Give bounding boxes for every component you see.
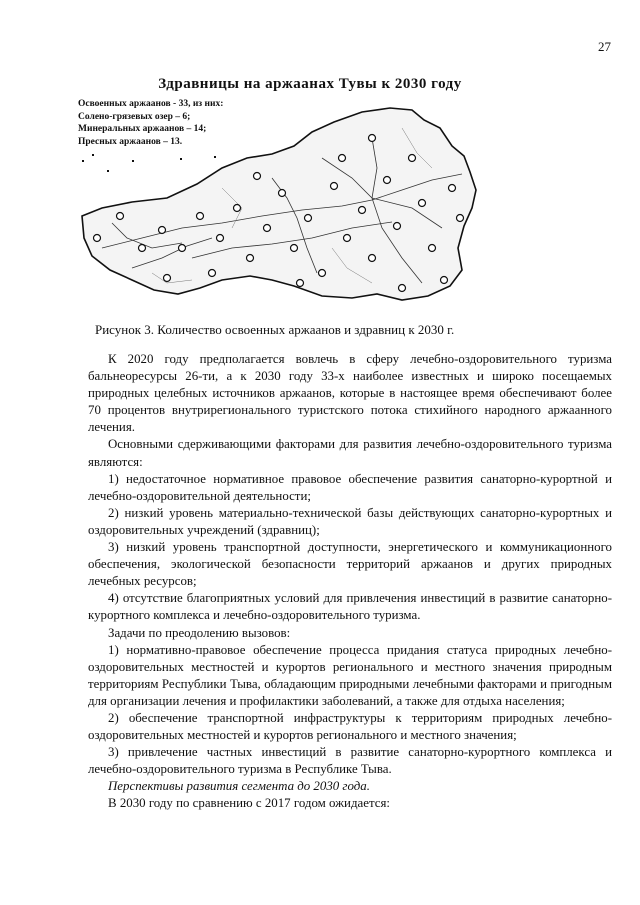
resort-marker [139, 245, 146, 252]
paragraph: 3) привлечение частных инвестиций в развитие санаторно-курортного комплекса и лечебно-оздоровительного туризма в Республике Тыва. [88, 745, 612, 777]
paragraph: Задачи по преодолению вызовов: [108, 625, 291, 640]
resort-marker [305, 215, 312, 222]
resort-marker [297, 280, 304, 287]
paragraph: Основными сдерживающими факторами для развития лечебно-оздоровительного туризма являются: [88, 437, 612, 469]
paragraph: 1) недостаточное нормативное правовое обеспечение развития санаторно-курортной и лечебно-оздоровительной деятельности; [88, 471, 612, 503]
resort-marker [291, 245, 298, 252]
body-text [88, 351, 612, 813]
resort-marker [217, 235, 224, 242]
paragraph: 1) нормативно-правовое обеспечение процесса придания статуса природных лечебно-оздоровительных местностей и курортов регионального и местного значения природным территориям Республики Тыва, обладающим природными лечебными факторами и пригодным для организации лечения и профилактики заболеваний, а также для отдыха населения; [88, 642, 612, 708]
paragraph: 2) обеспечение транспортной инфраструктуры к территориям природных лечебно-оздоровительных местностей и курортов регионального и местного значения; [88, 710, 612, 743]
resort-marker [319, 270, 326, 277]
resort-marker [164, 275, 171, 282]
resort-marker [457, 215, 464, 222]
resort-marker [179, 245, 186, 252]
paragraph: В 2030 году по сравнению с 2017 годом ожидается: [108, 796, 390, 811]
legend-line: Солено-грязевых озер – 6; [78, 111, 191, 122]
figure-caption: Рисунок 3. Количество освоенных аржаанов и здравниц к 2030 г. [95, 322, 455, 337]
resort-marker [449, 185, 456, 192]
resort-marker [331, 183, 338, 190]
resort-marker [197, 213, 204, 220]
resort-marker [441, 277, 448, 284]
resort-marker [339, 155, 346, 162]
legend-line: Минеральных аржаанов – 14; [78, 124, 207, 134]
resort-marker [209, 270, 216, 277]
paragraph: 2) низкий уровень материально-технической базы действующих санаторно-курортных и оздоровительных учреждений (здравниц); [88, 505, 612, 537]
resort-marker [264, 225, 271, 232]
resort-marker [94, 235, 101, 242]
resort-marker [409, 155, 416, 162]
resort-marker [369, 255, 376, 262]
legend-line: Освоенных аржаанов - 33, из них: [78, 99, 224, 109]
map-legend [78, 98, 223, 148]
resort-marker [399, 285, 406, 292]
resort-marker [117, 213, 124, 220]
resort-marker [254, 173, 261, 180]
resort-marker [359, 207, 366, 214]
paragraph: К 2020 году предполагается вовлечь в сферу лечебно-оздоровительного туризма бальнеоресурсы 26-ти, а к 2030 году 33-х наиболее известных и широко посещаемых природных целебных источников аржаанов, которые в настоящее время обеспечивают более 70 процентов внутрирегионального туристского потока стихийного народного аржаанного лечения. [88, 352, 612, 435]
paragraph: 4) отсутствие благоприятных условий для привлечения инвестиций в развитие санаторно-курортного комплекса и лечебно-оздоровительного туризма. [88, 591, 612, 623]
resort-marker [279, 190, 286, 197]
legend-line: Пресных аржаанов – 13. [78, 136, 183, 147]
resort-marker [429, 245, 436, 252]
resort-marker [419, 200, 426, 207]
paragraph: 3) низкий уровень транспортной доступности, энергетического и коммуникационного обеспечения, экологической безопасности территорий аржаанов и других природных лечебных ресурсов; [88, 540, 612, 589]
resort-marker [344, 235, 351, 242]
resort-marker [159, 227, 166, 234]
section-heading: Перспективы развития сегмента до 2030 года. [108, 779, 370, 794]
page-number: 27 [598, 39, 611, 54]
resort-marker [247, 255, 254, 262]
resort-marker [384, 177, 391, 184]
resort-marker [234, 205, 241, 212]
resort-marker [369, 135, 376, 142]
map-title: Здравницы на аржаанах Тувы к 2030 году [158, 76, 462, 92]
resort-marker [394, 223, 401, 230]
